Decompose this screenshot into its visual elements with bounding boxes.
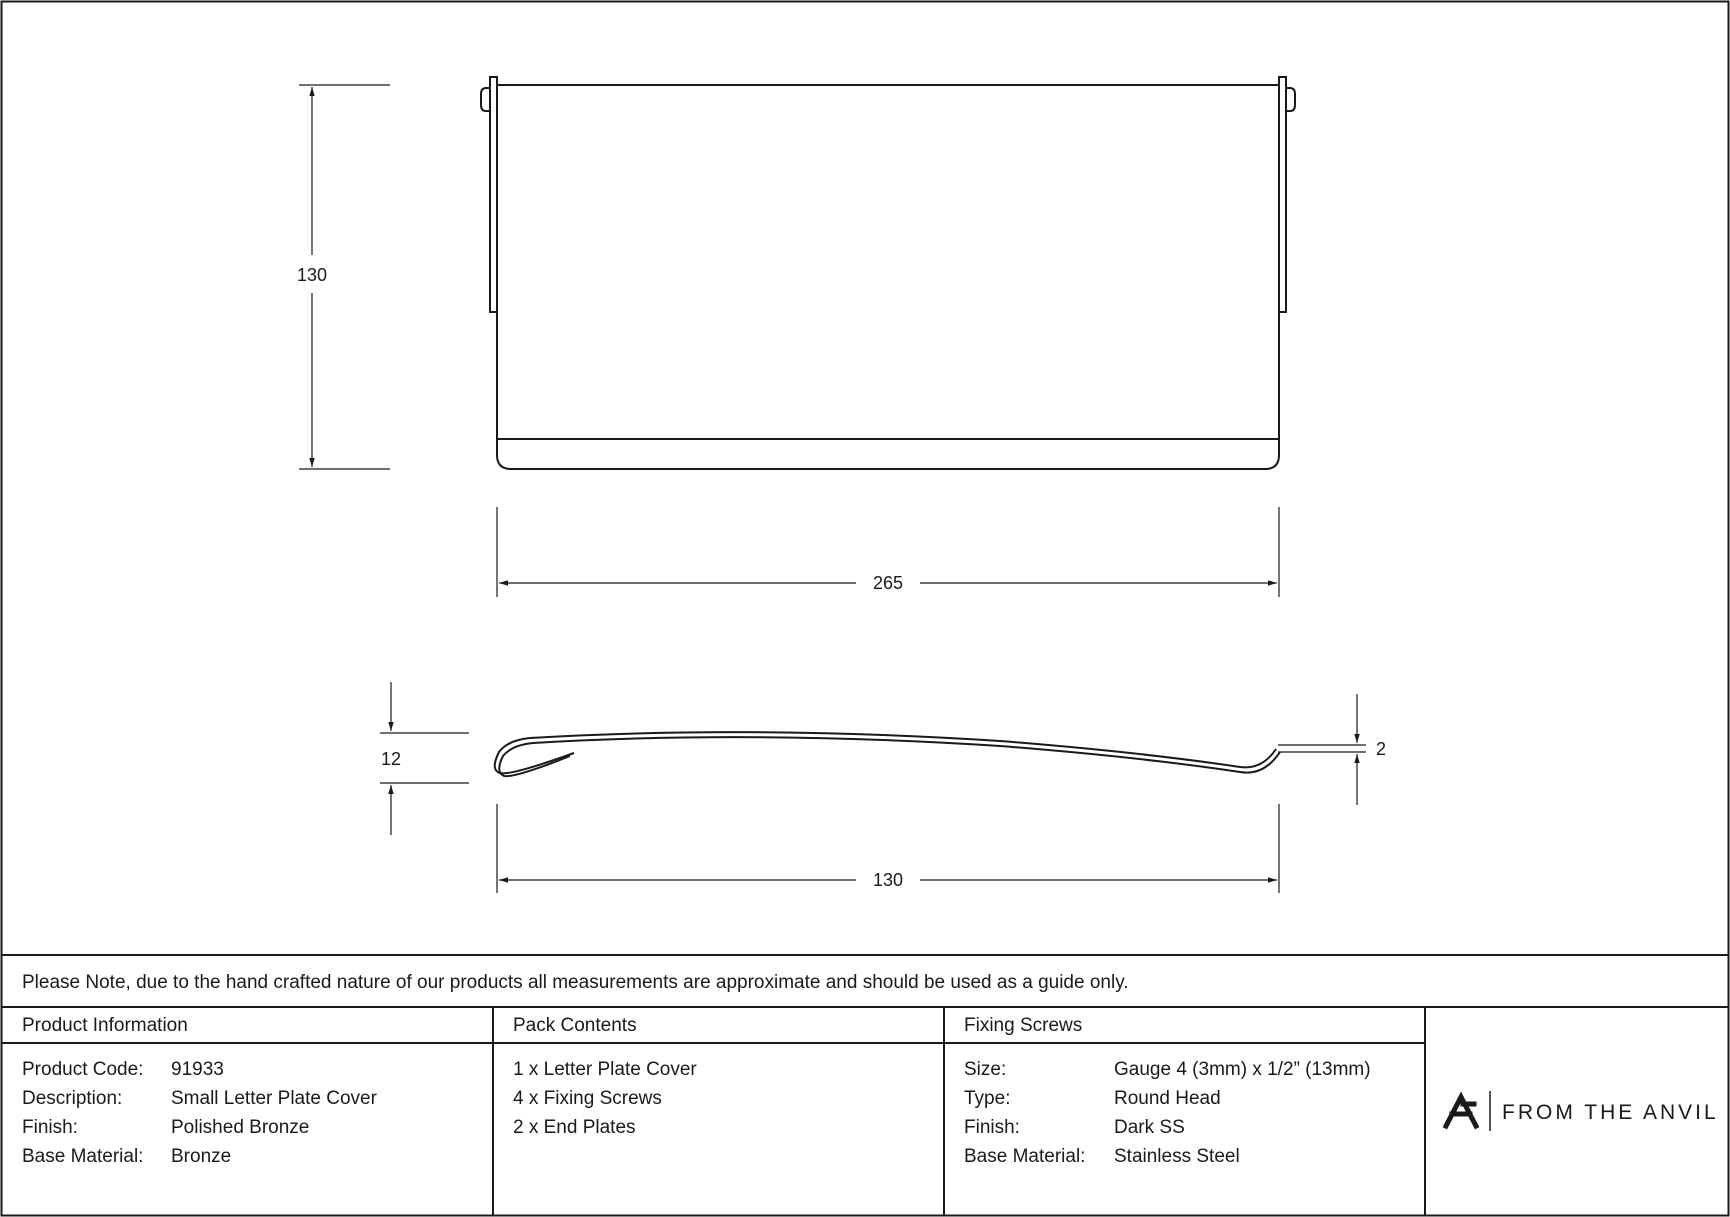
- width-dimension-label: 265: [872, 573, 904, 593]
- lip-dimension-label: 2: [1376, 739, 1387, 759]
- description-value: Small Letter Plate Cover: [171, 1088, 377, 1109]
- finish-label: Finish:: [22, 1117, 78, 1138]
- base-material-label: Base Material:: [22, 1146, 144, 1167]
- screw-type-label: Type:: [964, 1088, 1011, 1109]
- right-end-plate: [1279, 77, 1286, 312]
- screw-type-value: Round Head: [1114, 1088, 1221, 1109]
- pack-item: 4 x Fixing Screws: [513, 1088, 662, 1109]
- fixing-screws-heading: Fixing Screws: [964, 1015, 1083, 1036]
- lip-dimension: [1278, 694, 1366, 805]
- finish-value: Polished Bronze: [171, 1117, 310, 1138]
- cover-plate-outline: [497, 85, 1279, 469]
- product-code-label: Product Code:: [22, 1059, 144, 1080]
- screw-base-material-label: Base Material:: [964, 1146, 1086, 1167]
- brand-name: FROM THE ANVIL: [1502, 1101, 1719, 1124]
- product-information-heading: Product Information: [22, 1015, 188, 1036]
- left-hinge-pin: [481, 88, 490, 111]
- sheet-border: [2, 2, 1729, 1216]
- screw-finish-label: Finish:: [964, 1117, 1020, 1138]
- info-table-lines: [1, 955, 1729, 1216]
- screw-size-label: Size:: [964, 1059, 1007, 1080]
- left-end-plate: [490, 77, 497, 312]
- anvil-a-logo-icon: [1446, 1097, 1476, 1126]
- description-label: Description:: [22, 1088, 123, 1109]
- top-view: [481, 77, 1295, 469]
- height-dimension-label: 130: [296, 265, 328, 285]
- pack-item: 2 x End Plates: [513, 1117, 636, 1138]
- thickness-dimension-label: 12: [380, 749, 402, 769]
- length-dimension-label: 130: [872, 870, 904, 890]
- right-hinge-pin: [1286, 88, 1295, 111]
- pack-contents-heading: Pack Contents: [513, 1015, 637, 1036]
- base-material-value: Bronze: [171, 1146, 232, 1167]
- screw-base-material-value: Stainless Steel: [1114, 1146, 1240, 1167]
- side-view: [495, 732, 1280, 776]
- product-code-value: 91933: [171, 1059, 224, 1080]
- pack-item: 1 x Letter Plate Cover: [513, 1059, 697, 1080]
- screw-finish-value: Dark SS: [1114, 1117, 1185, 1138]
- screw-size-value: Gauge 4 (3mm) x 1/2” (13mm): [1114, 1059, 1371, 1080]
- disclaimer-note: Please Note, due to the hand crafted nature of our products all measurements are approximate and should be used as a guide only.: [22, 972, 1129, 993]
